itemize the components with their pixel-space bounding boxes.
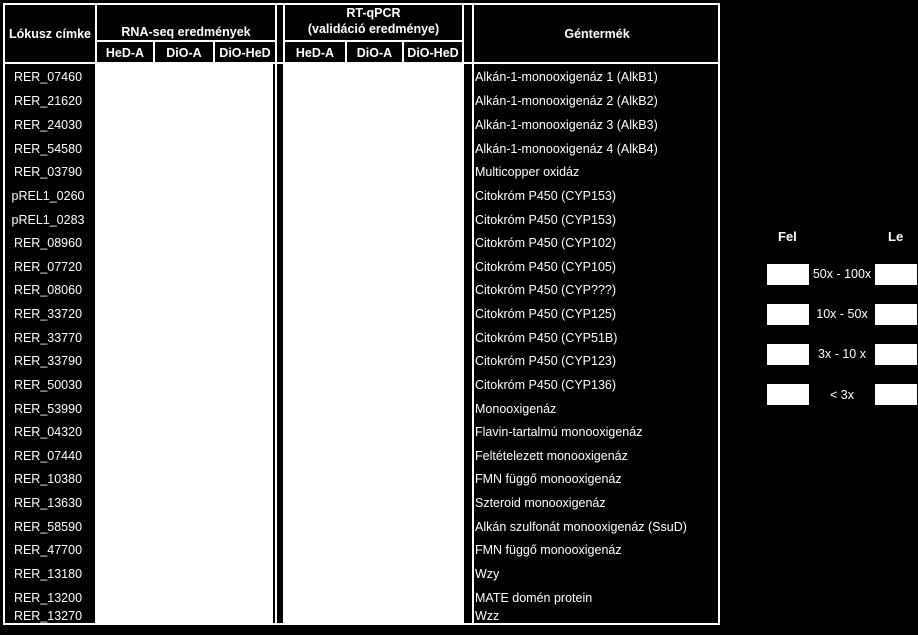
locus-cell: RER_08960	[13, 236, 83, 250]
subcol-header: DiO-HeD	[219, 46, 271, 60]
rnaseq-header: RNA-seq eredmények	[121, 25, 251, 39]
subcol-header: HeD-A	[105, 46, 145, 60]
product-cell: FMN függő monooxigenáz	[475, 543, 622, 557]
locus-cell: RER_10380	[13, 472, 83, 486]
product-cell: Szteroid monooxigenáz	[475, 496, 606, 510]
product-cell: Alkán szulfonát monooxigenáz (SsuD)	[475, 520, 687, 534]
rtqpcr-header-sub: (validáció eredménye)	[307, 22, 440, 36]
product-cell: Citokróm P450 (CYP153)	[475, 213, 617, 227]
legend-level: 10x - 50x	[816, 307, 868, 321]
divider-product	[472, 3, 474, 625]
locus-cell: RER_13200	[13, 591, 83, 605]
legend-up-swatch	[767, 264, 809, 285]
legend-level: < 3x	[830, 388, 854, 402]
product-cell: Citokróm P450 (CYP125)	[475, 307, 617, 321]
locus-cell: RER_54580	[13, 142, 83, 156]
locus-cell: pREL1_0260	[11, 189, 85, 203]
legend-up-swatch	[767, 344, 809, 365]
rnaseq-results-area	[97, 64, 273, 623]
legend-up-label: Fel	[778, 229, 797, 244]
locus-cell: RER_04320	[13, 425, 83, 439]
legend-level: 50x - 100x	[812, 267, 872, 281]
locus-cell: RER_33720	[13, 307, 83, 321]
legend-down-swatch	[875, 304, 917, 325]
product-cell: Citokróm P450 (CYP153)	[475, 189, 617, 203]
product-cell: Monooxigenáz	[475, 402, 557, 416]
subcol-header: DiO-A	[356, 46, 393, 60]
locus-cell: RER_13180	[13, 567, 83, 581]
locus-cell: RER_53990	[13, 402, 83, 416]
locus-cell: RER_24030	[13, 118, 83, 132]
locus-cell: RER_50030	[13, 378, 83, 392]
product-cell: Citokróm P450 (CYP123)	[475, 354, 617, 368]
locus-cell: RER_13630	[13, 496, 83, 510]
subcol-header: HeD-A	[295, 46, 335, 60]
locus-cell: RER_07440	[13, 449, 83, 463]
legend-down-label: Le	[888, 229, 904, 244]
legend-level: 3x - 10 x	[818, 347, 866, 361]
product-cell: Wzy	[475, 567, 500, 581]
locus-cell: RER_08060	[13, 283, 83, 297]
product-cell: Citokróm P450 (CYP???)	[475, 283, 617, 297]
product-cell: Alkán-1-monooxigenáz 2 (AlkB2)	[475, 94, 658, 108]
product-cell: Alkán-1-monooxigenáz 4 (AlkB4)	[475, 142, 658, 156]
product-cell: Alkán-1-monooxigenáz 3 (AlkB3)	[475, 118, 658, 132]
product-cell: Citokróm P450 (CYP102)	[475, 236, 617, 250]
locus-header: Lókusz címke	[9, 27, 91, 41]
rtqpcr-subheader-line	[283, 40, 463, 42]
product-header: Géntermék	[564, 27, 630, 41]
locus-cell: RER_33790	[13, 354, 83, 368]
divider-rtqpcr-right	[462, 3, 464, 625]
locus-cell: RER_21620	[13, 94, 83, 108]
divider-rnaseq-right	[275, 3, 277, 625]
locus-cell: RER_07720	[13, 260, 83, 274]
product-cell: MATE domén protein	[475, 591, 593, 605]
locus-cell: RER_47700	[13, 543, 83, 557]
rtqpcr-header: RT-qPCR	[346, 6, 401, 20]
rtqpcr-results-area	[285, 64, 462, 623]
product-cell: Citokróm P450 (CYP136)	[475, 378, 617, 392]
product-cell: Feltételezett monooxigenáz	[475, 449, 628, 463]
legend-up-swatch	[767, 304, 809, 325]
subcol-header: DiO-A	[166, 46, 202, 60]
locus-cell: RER_07460	[13, 70, 83, 84]
locus-cell: pREL1_0283	[11, 213, 85, 227]
product-cell: FMN függő monooxigenáz	[475, 472, 622, 486]
product-cell: Citokróm P450 (CYP51B)	[475, 331, 618, 345]
legend-down-swatch	[875, 264, 917, 285]
rnaseq-subheader-line	[95, 40, 275, 42]
locus-cell: RER_03790	[13, 165, 83, 179]
locus-cell: RER_13270	[13, 609, 83, 623]
legend-down-swatch	[875, 384, 917, 405]
subcol-header: DiO-HeD	[407, 46, 459, 60]
legend-up-swatch	[767, 384, 809, 405]
product-cell: Alkán-1-monooxigenáz 1 (AlkB1)	[475, 70, 658, 84]
locus-cell: RER_58590	[13, 520, 83, 534]
product-cell: Multicopper oxidáz	[475, 165, 580, 179]
product-cell: Flavin-tartalmú monooxigenáz	[475, 425, 643, 439]
legend-down-swatch	[875, 344, 917, 365]
product-cell: Citokróm P450 (CYP105)	[475, 260, 617, 274]
locus-cell: RER_33770	[13, 331, 83, 345]
product-cell: Wzz	[475, 609, 500, 623]
